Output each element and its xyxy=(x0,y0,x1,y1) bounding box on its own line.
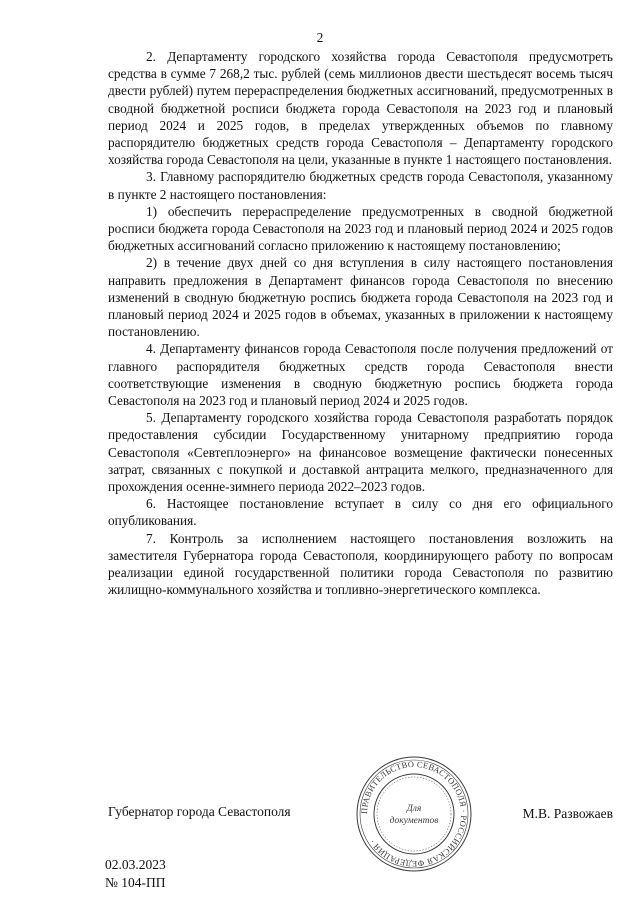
paragraph-4: 4. Департаменту финансов города Севастополя после получения предложений от главного распорядителя бюджетных средств города Севастополя внести соответствующие изменения в сводную бюджетную роспись бюджета города Севастополя на 2023 год и плановый период 2024 и 2025 годов. xyxy=(108,341,613,409)
document-date: 02.03.2023 xyxy=(105,857,166,872)
paragraph-3-1: 1) обеспечить перераспределение предусмотренных в сводной бюджетной росписи бюджета города Севастополя на 2023 год и плановый период 2024 и 2025 годов бюджетных ассигнований согласно приложению к настоящему постановлению; xyxy=(108,203,613,254)
document-number: № 104-ПП xyxy=(105,875,166,890)
paragraph-6: 6. Настоящее постановление вступает в силу со дня его официального опубликования. xyxy=(108,496,613,529)
document-body xyxy=(108,48,613,599)
paragraph-2: 2. Департаменту городского хозяйства города Севастополя предусмотреть средства в сумме 7 268,2 тыс. рублей (семь миллионов двести шестьдесят восемь тысяч двести рублей) путем перераспределения бюджетных ассигнований, предусмотренных в сводной бюджетной росписи бюджета города Севастополя на 2023 год и плановый период 2024 и 2025 годов, в пределах утвержденных объемов по главному распорядителю бюджетных средств города Севастополя – Департаменту городского хозяйства города Севастополя на цели, указанные в пункте 1 настоящего постановления. xyxy=(108,49,613,168)
paragraph-7: 7. Контроль за исполнением настоящего постановления возложить на заместителя Губернатора города Севастополя, координирующего работу по вопросам реализации единой государственной политики города Севастополя по развитию жилищно-коммунального хозяйства и топливно-энергетического комплекса. xyxy=(108,530,613,598)
paragraph-3-2: 2) в течение двух дней со дня вступления в силу настоящего постановления направить предложения в Департамент финансов города Севастополя по внесению изменений в сводную бюджетную роспись бюджета города Севастополя на 2023 год и плановый период 2024 и 2025 годов в объемах, указанных в приложении к настоящему постановлению. xyxy=(108,255,613,340)
signatory-title: Губернатор города Севастополя xyxy=(108,804,291,819)
seal-center-line1: Для xyxy=(406,804,422,814)
document-meta xyxy=(105,856,166,892)
paragraph-5: 5. Департаменту городского хозяйства города Севастополя разработать порядок предоставления субсидии Государственному унитарному предприятию города Севастополя «Севтеплоэнерго» на финансовое возмещение фактически понесенных затрат, связанных с покупкой и доставкой антрацита мелкого, предназначенного для прохождения осенне-зимнего периода 2022–2023 годов. xyxy=(108,410,613,495)
signatory-name: М.В. Развожаев xyxy=(522,806,613,821)
seal-outer-text: ПРАВИТЕЛЬСТВО СЕВАСТОПОЛЯ · РОССИЙСКАЯ ФЕДЕРАЦИЯ · xyxy=(359,759,469,869)
official-seal-stamp xyxy=(354,754,474,874)
paragraph-3: 3. Главному распорядителю бюджетных средств города Севастополя, указанному в пункте 2 настоящего постановления: xyxy=(108,169,613,202)
page-number: 2 xyxy=(316,30,324,45)
seal-center-line2: документов xyxy=(389,816,439,826)
